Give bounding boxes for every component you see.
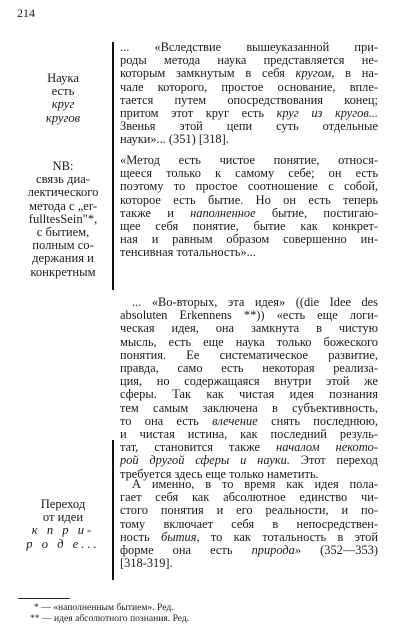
text-line: форме она есть природа» (352—353) <box>120 543 378 558</box>
text-line: рой другой сферы и науки. Этот переход <box>120 453 378 468</box>
margin-note-line: NB: <box>52 159 74 173</box>
margin-note-line: держания и <box>32 251 94 266</box>
text-line: стого понятия и его реальности, и по- <box>120 503 378 518</box>
text-line: тенсивная тотальность»... <box>120 245 256 260</box>
margin-note-line: Наука <box>47 71 79 85</box>
margin-note-line: круг <box>51 97 75 112</box>
margin-sideline <box>112 42 114 290</box>
text-line: то она есть влечение снять последнюю, <box>120 413 378 428</box>
margin-note-line: метода с „er- <box>28 198 98 213</box>
text-line: Звенья этой цепи суть отдельные <box>120 119 378 134</box>
quote-paragraph-1 <box>120 41 378 147</box>
page-number: 214 <box>17 6 35 20</box>
margin-note-line: полным со- <box>32 238 94 253</box>
margin-note-line: fulltesSein"*, <box>28 211 98 226</box>
footnote: * — «наполненным бытием». Ред. <box>34 602 174 613</box>
text-line: тат, становится также началом некото- <box>120 440 378 455</box>
text-line: щееся только к самому себе; он есть <box>120 166 378 181</box>
text-line: ческая идея, она замкнута в чистую <box>120 321 378 336</box>
text-line: также и наполненное бытие, постигаю- <box>120 205 378 220</box>
margin-note-line: с бытием, <box>36 225 90 240</box>
text-line: ная и равным образом совершенно ин- <box>120 232 378 247</box>
text-line: которым замкнутым в себя кругом, в на- <box>120 66 378 81</box>
text-line: понятия. Ее систематическое развитие, <box>120 347 378 362</box>
margin-note-line: кругов <box>45 110 81 125</box>
quote-paragraph-2 <box>120 154 378 260</box>
margin-sideline <box>112 440 114 580</box>
text-line: притом этот круг есть круг из кругов... <box>120 106 378 121</box>
margin-note-transition <box>20 498 106 551</box>
footnote: ** — идея абсолютного познания. Ред. <box>30 613 190 624</box>
text-line: «Метод есть чистое понятие, относя- <box>120 153 378 167</box>
text-line: ность бытия, то как тотальность в этой <box>120 529 378 544</box>
text-line: А именно, в то время как идея пола- <box>132 477 378 491</box>
text-line: absoluten Erkennens **)) «есть еще логи- <box>120 308 378 323</box>
margin-note-line: лектического <box>27 185 99 200</box>
text-line: тем самым заключена в субъективность, <box>120 400 378 415</box>
margin-note-nb <box>20 160 106 279</box>
text-line: ... «Во-вторых, эта идея» ((die Idee des <box>132 295 378 309</box>
text-line: [318-319]. <box>120 556 173 571</box>
margin-note-line: связь диа- <box>36 172 90 187</box>
margin-note-science-circle <box>20 72 106 125</box>
text-line: гает себя как абсолютное единство чи- <box>120 490 378 505</box>
footnotes <box>20 602 189 624</box>
margin-note-line: от идеи <box>42 510 84 525</box>
margin-note-line: Переход <box>40 497 86 511</box>
text-line: ... «Вследствие вышеуказанной при- <box>120 40 378 54</box>
text-line: мысль, есть еще наука только божеского <box>120 334 378 349</box>
text-line: щее себя понятие, бытие как конкрет- <box>120 219 378 234</box>
quote-paragraph-4 <box>120 478 378 570</box>
text-line: тается путем опосредствования конец; <box>120 92 378 107</box>
text-line: правда, само есть некоторая реализа- <box>120 361 378 376</box>
margin-note-line: к п р и- <box>31 523 95 538</box>
text-line: науки»... (351) [318]. <box>120 132 229 147</box>
text-line: и чистая истина, как последний резуль- <box>120 427 378 442</box>
text-line: ция, но содержащаяся внутри этой же <box>120 374 378 389</box>
text-line: тому включает себя в непосредствен- <box>120 516 378 531</box>
text-line: требуется здесь еще только наметить. <box>120 466 319 481</box>
quote-paragraph-3 <box>120 296 378 481</box>
margin-note-line: есть <box>51 84 75 99</box>
text-line: чале которого, простое основание, впле- <box>120 79 378 94</box>
text-line: поэтому то простое соотношение с собой, <box>120 179 378 194</box>
margin-note-line: р о д е... <box>26 536 100 551</box>
margin-note-line: конкретным <box>30 264 96 279</box>
footnote-divider <box>18 598 70 599</box>
text-line: которое есть бытие. Но он есть теперь <box>120 192 378 207</box>
text-line: роды метода наука представляется не- <box>120 53 378 68</box>
text-line: сферы. Так как чистая идея познания <box>120 387 378 402</box>
